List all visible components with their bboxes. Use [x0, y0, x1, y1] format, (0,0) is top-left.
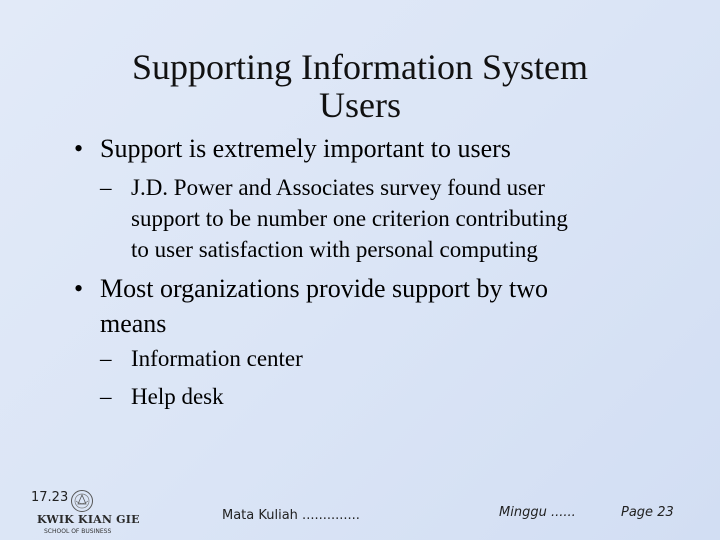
footer-week: Minggu ...... — [499, 505, 576, 520]
sub-bullet-1-1-line-1: J.D. Power and Associates survey found user — [131, 175, 545, 200]
school-logo-subtext: SCHOOL OF BUSINESS — [44, 528, 112, 535]
slide-number: 17.23 — [31, 490, 69, 505]
bullet-1-text: Support is extremely important to users — [100, 134, 511, 163]
sub-bullet-marker: – — [100, 384, 112, 409]
bullet-2-line-2: means — [100, 309, 167, 338]
footer-course: Mata Kuliah .............. — [222, 508, 360, 523]
school-logo-text: KWIK KIAN GIE — [37, 513, 140, 526]
slide-title — [80, 48, 640, 124]
bullet-marker: • — [74, 274, 84, 303]
footer-page: Page 23 — [621, 505, 674, 520]
sub-bullet-marker: – — [100, 175, 112, 200]
slide-title-line-1: Supporting Information System — [132, 47, 588, 87]
school-seal-icon — [70, 489, 94, 513]
sub-bullet-marker: – — [100, 346, 112, 371]
sub-bullet-1-1-line-3: to user satisfaction with personal computing — [131, 237, 538, 262]
sub-bullet-2-2-text: Help desk — [131, 384, 224, 409]
slide-title-line-2: Users — [319, 85, 401, 125]
bullet-marker: • — [74, 134, 84, 163]
sub-bullet-2-1-text: Information center — [131, 346, 303, 371]
sub-bullet-1-1-line-2: support to be number one criterion contributing — [131, 206, 568, 231]
bullet-2-line-1: Most organizations provide support by two — [100, 274, 548, 303]
